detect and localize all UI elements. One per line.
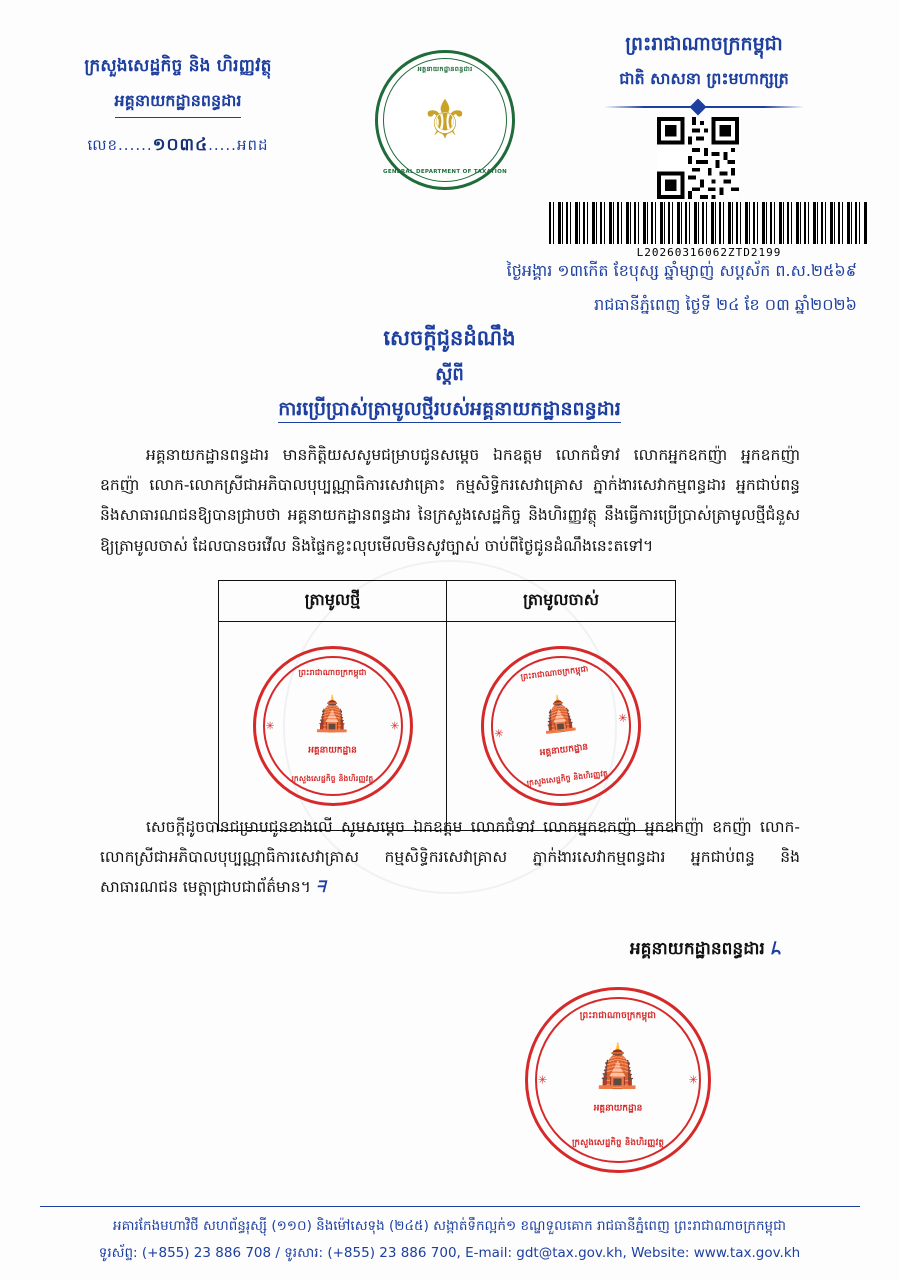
footer-contact: ទូរស័ព្ទ: (+855) 23 886 708 / ទូរសារ: (+855) 23 886 700, E-mail: gdt@tax.gov.kh, Website: www.tax.gov.kh: [98, 1245, 801, 1261]
reference-prefix: លេខ: [87, 135, 119, 154]
national-motto: ជាតិ សាសនា ព្រះមហាក្សត្រ: [619, 69, 789, 88]
document-title-block: [0, 325, 899, 425]
paragraph-2-text: សេចក្តីដូចបានជម្រាបជូនខាងលើ សូមសម្តេច ឯកឧត្តម លោកជំទាវ លោកអ្នកឧកញ៉ា អ្នកឧកញ៉ា ឧកញ៉ា លោក-លោកស្រីជាអភិបាលបុប្បណ្ណាធិការសេវាគ្រាស កម្មសិទ្ធិករសេវាគ្រាស ភ្នាក់ងារសេវាកម្មពន្ធដារ អ្នកជាប់ពន្ធ និង សាធារណជន មេត្តាជ្រាបជាព័ត៌មាន។: [100, 818, 800, 897]
new-seal-mid-text: អគ្គនាយកដ្ឋាន: [308, 745, 357, 756]
table-header-row: [219, 581, 675, 622]
signature-seal-mid-text: អគ្គនាយកដ្ឋាន: [593, 1103, 643, 1114]
paragraph-2: [100, 812, 800, 903]
table-header-new-seal: ត្រាមូលថ្មី: [219, 581, 447, 622]
old-official-seal-icon: [472, 637, 650, 815]
old-seal-star-left-icon: ✳: [493, 726, 505, 741]
footer-divider: [40, 1206, 860, 1208]
barcode-value: L20260316062ZTD2199: [636, 246, 782, 259]
department-name: អគ្គនាយកដ្ឋានពន្ធដារ: [115, 90, 242, 118]
kingdom-title: ព្រះរាជាណាចក្រកម្ពុជា: [625, 33, 783, 55]
table-header-old-seal: ត្រាមូលចាស់: [447, 581, 675, 622]
table-body-row: [219, 622, 675, 830]
title-line-2: ស្តីពី: [435, 364, 464, 385]
qr-code-svg: [657, 117, 739, 199]
new-seal-star-right-icon: ✳: [390, 719, 400, 733]
header-right-block: [539, 32, 869, 118]
reference-suffix: អពដ: [236, 135, 269, 154]
table-cell-new-seal: [219, 622, 447, 830]
header-left-block: [28, 54, 328, 159]
new-seal-bottom-text: ក្រសួងសេដ្ឋកិច្ច និងហិរញ្ញវត្ថុ: [291, 774, 374, 783]
date-buddhist: ថ្ងៃអង្គារ ១៣កើត ខែបុស្ស ឆ្នាំម្សាញ់ សប្តស័ក ព.ស.២៥៦៩: [506, 261, 857, 280]
old-seal-star-right-icon: ✳: [617, 711, 629, 726]
title-line-3: [0, 397, 899, 425]
national-emblem-icon: [375, 50, 515, 190]
paragraph-1-text: អគ្គនាយកដ្ឋានពន្ធដារ មានកិត្តិយសសូមជម្រាបជូនសម្តេច ឯកឧត្តម លោកជំទាវ លោកអ្នកឧកញ៉ា អ្នកឧកញ៉ា ឧកញ៉ា លោក-លោកស្រីជាអភិបាលបុប្បណ្ណាធិការសេវាគ្រោះ កម្មសិទ្ធិករសេវាគ្រោស ភ្នាក់ងារសេវាកម្មពន្ធដារ អ្នកជាប់ពន្ធ និងសាធារណជនឱ្យបានជ្រាបថា អគ្គនាយកដ្ឋានពន្ធដារ នៃក្រសួងសេដ្ឋកិច្ច និងហិរញ្ញវត្ថុ នឹងធ្វើការប្រើប្រាស់ត្រាមូលថ្មីជំនួស ឱ្យត្រាមូលចាស់ ដែលបានចរវើល និងផ្ទៃកខ្លះលុបមើលមិនសូវច្បាស់ ចាប់ពីថ្ងៃជូនដំណឹងនេះតទៅ។: [100, 446, 800, 555]
signature-seal-top-text: ព្រះរាជាណាចក្រកម្ពុជា: [579, 1011, 657, 1021]
new-seal-star-left-icon: ✳: [265, 719, 275, 733]
new-official-seal-icon: [253, 646, 413, 806]
document-header: [0, 22, 899, 322]
new-seal-temple-icon: 🛕: [311, 693, 354, 734]
reference-number: ១០៣៤: [152, 134, 209, 155]
decorative-divider: [604, 100, 804, 114]
signature-seal-wrapper: [523, 985, 713, 1175]
paragraph-1: [100, 440, 800, 561]
reference-line: លេខ......១០៣៤.....អពដ: [87, 134, 269, 155]
barcode: [549, 202, 869, 259]
signature-title-text: អគ្គនាយកដ្ឋានពន្ធដារ: [629, 939, 765, 959]
new-seal-top-text: ព្រះរាជាណាចក្រកម្ពុជា: [298, 668, 367, 677]
old-seal-temple-icon: 🛕: [536, 691, 583, 737]
stamp-comparison-table: [218, 580, 676, 831]
old-seal-mid-text: អគ្គនាយកដ្ឋាន: [539, 742, 589, 758]
paragraph-2-initial-mark: ᖷ: [315, 878, 325, 897]
date-gregorian: រាជធានីភ្នំពេញ ថ្ងៃទី ២៤ ខែ ០៣ ឆ្នាំ២០២៦: [594, 295, 857, 314]
emblem-top-text: អគ្គនាយកដ្ឋានពន្ធដារ: [417, 65, 473, 73]
old-seal-top-text: ព្រះរាជាណាចក្រកម្ពុជា: [520, 664, 589, 682]
signature-seal-star-left-icon: ✳: [538, 1073, 548, 1087]
ministry-name: ក្រសួងសេដ្ឋកិច្ច និង ហិរញ្ញវត្ថុ: [84, 56, 272, 76]
signature-seal-temple-icon: 🛕: [591, 1040, 645, 1090]
signature-official-seal-icon: [525, 987, 711, 1173]
signature-title: [630, 938, 781, 963]
title-line-3-text: ការប្រើប្រាស់ត្រាមូលថ្មីរបស់អគ្គនាយកដ្ឋានពន្ធដារ: [278, 398, 621, 423]
table-cell-old-seal: [447, 622, 675, 830]
emblem-glyph-icon: ⚜: [420, 88, 470, 151]
qr-code-icon: [657, 117, 739, 199]
footer-address: អគារកែងមហាវិថី សហព័ន្ធរុស្ស៊ី (១១០) និងម៉ៅសេទុង (២៤៥) សង្កាត់ទឹកល្អក់១ ខណ្ឌទួលគោក រាជធានីភ្នំពេញ ព្រះរាជាណាចក្រកម្ពុជា: [113, 1218, 786, 1234]
signature-seal-star-right-icon: ✳: [688, 1073, 698, 1087]
title-line-1: សេចក្តីជូនដំណឹង: [383, 326, 516, 350]
old-seal-bottom-text: ក្រសួងសេដ្ឋកិច្ច និងហិរញ្ញវត្ថុ: [526, 768, 609, 788]
signature-seal-bottom-text: ក្រសួងសេដ្ឋកិច្ច និងហិរញ្ញវត្ថុ: [571, 1138, 665, 1148]
emblem-bottom-text: GENERAL DEPARTMENT OF TAXATION: [383, 169, 507, 175]
document-footer: [0, 1206, 899, 1265]
barcode-bars: [549, 202, 867, 244]
signature-initial-mark: ᖺ: [770, 939, 781, 959]
